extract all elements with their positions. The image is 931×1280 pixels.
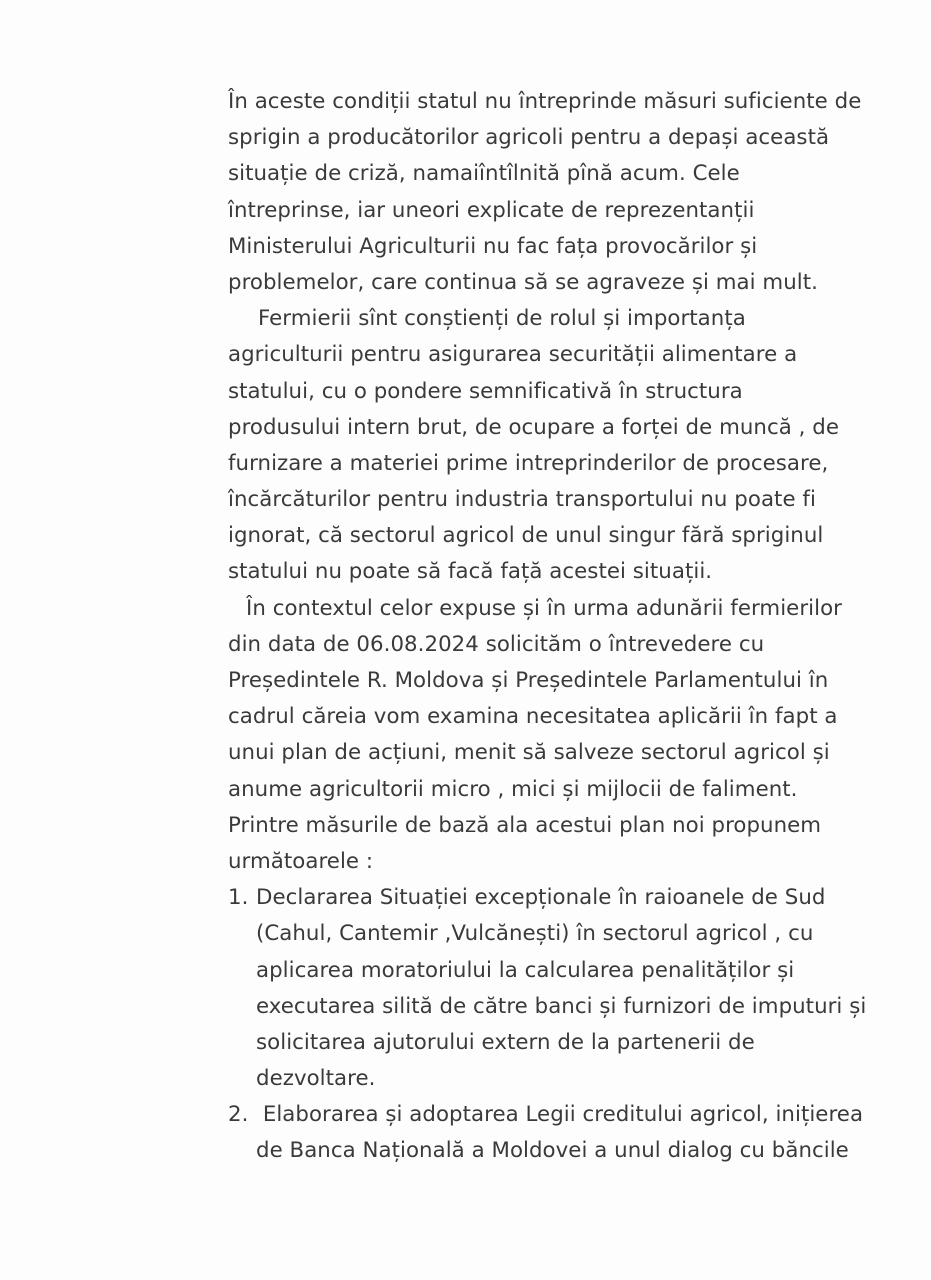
text-line: ignorat, că sectorul agricol de unul singur fără spriginul — [228, 523, 824, 549]
text-line: din data de 06.08.2024 solicităm o întrevedere cu — [228, 631, 765, 657]
text-line: produsului intern brut, de ocupare a forței de muncă , de — [228, 414, 839, 440]
text-line: Elaborarea și adoptarea Legii creditului agricol, inițierea — [256, 1102, 864, 1128]
list-item — [228, 880, 898, 1097]
paragraph-2 — [228, 301, 898, 591]
text-line: Declararea Situației excepționale în raioanele de Sud — [256, 885, 826, 911]
text-line: de Banca Națională a Moldovei a unul dialog cu băncile — [256, 1138, 849, 1164]
document-body — [228, 84, 898, 1170]
text-line: executarea silită de către banci și furnizori de imputuri și — [256, 993, 867, 1019]
text-line: sprigin a producătorilor agricoli pentru a depași această — [228, 125, 830, 151]
text-line: Printre măsurile de bază ala acestui plan noi propunem — [228, 812, 822, 838]
text-line: statului, cu o pondere semnificativă în structura — [228, 378, 743, 404]
list-number: 2. — [228, 1102, 249, 1128]
text-line: aplicarea moratoriului la calcularea penalităților și — [256, 957, 795, 983]
text-line: cadrul căreia vom examina necesitatea aplicării în fapt a — [228, 704, 838, 730]
list-item-first-line — [228, 880, 898, 916]
text-line: problemelor, care continua să se agraveze și mai mult. — [228, 269, 818, 295]
text-line: încărcăturilor pentru industria transportului nu poate fi — [228, 487, 816, 513]
text-line: agriculturii pentru asigurarea securității alimentare a — [228, 342, 798, 368]
text-line: statului nu poate să facă față acestei situații. — [228, 559, 713, 585]
text-line: Fermierii sînt conștienți de rolul și importanța — [258, 306, 746, 332]
numbered-list — [228, 880, 898, 1170]
text-line: În contextul celor expuse și în urma adunării fermierilor — [246, 595, 842, 621]
text-line: unui plan de acțiuni, menit să salveze sectorul agricol și — [228, 740, 830, 766]
text-line: dezvoltare. — [256, 1066, 376, 1092]
text-line: furnizare a materiei prime intreprinderilor de procesare, — [228, 450, 829, 476]
text-line: În aceste condiții statul nu întreprinde măsuri suficiente de — [228, 89, 862, 114]
text-line: Ministerului Agriculturii nu fac fața provocărilor și — [228, 233, 758, 259]
text-line: următoarele : — [228, 848, 374, 874]
list-number: 1. — [228, 885, 249, 911]
paragraph-1 — [228, 84, 898, 301]
text-line: anume agricultorii micro , mici și mijlocii de faliment. — [228, 776, 798, 802]
text-line: întreprinse, iar uneori explicate de reprezentanții — [228, 197, 755, 223]
text-line: situație de criză, namaiîntîlnită pînă acum. Cele — [228, 161, 740, 187]
list-item — [228, 1097, 898, 1169]
list-item-first-line — [228, 1097, 898, 1133]
text-line: solicitarea ajutorului extern de la partenerii de — [256, 1029, 755, 1055]
paragraph-3 — [228, 591, 898, 881]
text-line: (Cahul, Cantemir ,Vulcănești) în sectorul agricol , cu — [256, 921, 814, 947]
text-line: Președintele R. Moldova și Președintele Parlamentului în — [228, 668, 829, 693]
